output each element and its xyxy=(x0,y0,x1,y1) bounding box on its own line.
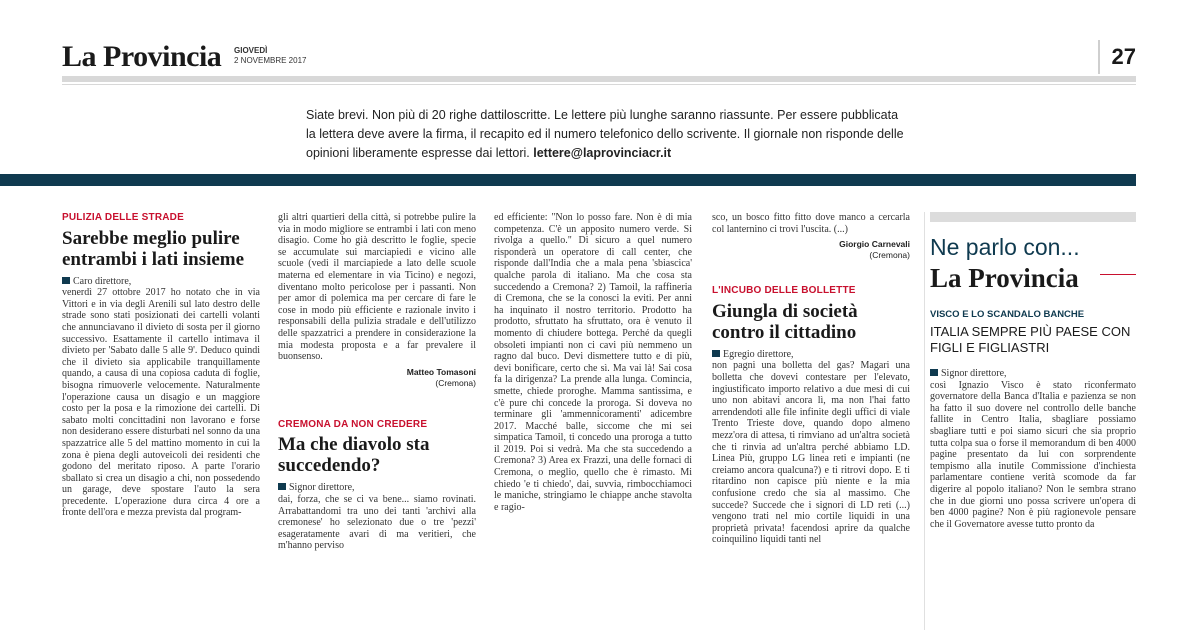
letter-kicker: CREMONA DA NON CREDERE xyxy=(278,418,428,430)
letter-signature xyxy=(278,367,476,389)
issue-full-date: 2 NOVEMBRE 2017 xyxy=(234,56,307,65)
sidebar-body xyxy=(930,368,1136,530)
newspaper-logo: La Provincia xyxy=(62,40,222,73)
notice-text: Siate brevi. Non più di 20 righe dattiloscritte. Le lettere più lunghe saranno riassunte. Per essere pubblicata la lettera deve avere la firma, il recapito ed il numero telefonico dello scrivente. Il giornale non risponde delle opinioni liberamente espresse dai lettori. xyxy=(306,108,904,160)
letter-kicker: PULIZIA DELLE STRADE xyxy=(62,212,184,223)
letter-headline: Giungla di società contro il cittadino xyxy=(712,300,858,343)
bullet-square-icon xyxy=(278,483,286,490)
issue-date xyxy=(234,46,306,66)
letter-text: non pagni una bolletta del gas? Magari una bolletta che dovevi contestare per l'elevato, ingiustificato importo relativo a due mesi di cui uno non abitavi ancora lì, ma non l'hai fatto arrendendoti alle file infinite degli uffici di viale Trento Trieste dove, quando dopo almeno mezz'ora di attesa, ti rimviano ad un'altra società che ti rinvia ad un'altra perché abbiamo LD. Linea Più, gruppo LG linea reti e impianti (ne creiamo ancora qualcuna?) e ti ritrovi dopo. E ti ritardino non capisce più niente e la mia confusione credo che sia al massimo. Che succede? Succede che i signori di LD reti (...) vengono trati nel mio cortile liquidi in una proprietà privata! facendosi aprire da qualche coinquilino liquidi tanti nel xyxy=(712,360,910,546)
letter-text: sco, un bosco fitto fitto dove manco a cercarla col lanternino ci trovi l'uscita. (...) xyxy=(712,212,910,235)
signature-name: Giorgio Carnevali xyxy=(839,239,910,250)
letter-body xyxy=(712,349,910,546)
letter-salutation: Caro direttore, xyxy=(73,275,132,287)
signature-place: (Cremona) xyxy=(435,377,476,388)
sidebar-title: Ne parlo con... xyxy=(930,234,1080,260)
letter-signature xyxy=(712,239,910,261)
bullet-square-icon xyxy=(712,350,720,357)
bullet-square-icon xyxy=(62,277,70,284)
letter-body-continued xyxy=(712,212,910,235)
letter-body-continued xyxy=(494,212,692,513)
header-rule-thin xyxy=(62,84,1136,85)
letter-text: ed efficiente: "Non lo posso fare. Non è di mia competenza. C'è un apposito numero verde. Si rivolga a quello." Di sicuro a quel numero risponderà un operatore di call center, che risponde dall'India che a mala pena 'sbiascica' qualche parola di italiano. Ma che cosa sta succedendo a Cremona? 2) Tamoil, la raffineria di Cremona, che se la conosci la eviti. Per anni ha inquinato il nostro territorio. Prodotto ha prodotto, sfruttato ha sfruttato, ora è venuto il momento di chiudere bottega. Perché da quegli obsoleti impianti non ci cavi più nemmeno un ragno dal buco. Devi dismettere tutto e di più, devi bonificare, certo che sì. Ma vai là! Sai cosa fa la dirigenza? La prende alla lunga. Comincia, smette, chiede proroghe. Mamma santissima, e c'è pure chi concede la proroga. Si doveva no terminare gli 'ammennicoramenti' adicembre 2017. Macché balle, siccome che mi sei simpatica Tamoil, ti concedo una proroga a tutto il 2019. Poi si vedrà. Ma che sta succedendo a Cremona? 3) Area ex Frazzi, una delle fornaci di Cremona, o meglio, quello che è rimasto. Mi chiedo 'e ti chiedo', dai, suvvia, rimbocchiamoci le maniche, stringiamo le chiappe anche stavolta e ragio- xyxy=(494,212,692,513)
letter-column-1 xyxy=(62,212,260,630)
issue-day: GIOVEDÌ xyxy=(234,46,268,55)
letter-salutation: Egregio direttore, xyxy=(723,348,794,360)
letter-column-4 xyxy=(712,212,910,630)
bullet-square-icon xyxy=(930,369,938,376)
sidebar-headline: ITALIA SEMPRE PIÙ PAESE CON FIGLI E FIGLIASTRI xyxy=(930,324,1131,355)
letter-headline: Sarebbe meglio pulire entrambi i lati insieme xyxy=(62,227,245,270)
letters-notice xyxy=(306,106,906,163)
sidebar-salutation: Signor direttore, xyxy=(941,368,1007,379)
sidebar-divider xyxy=(924,212,925,630)
sidebar-ne-parlo-con xyxy=(930,212,1136,630)
signature-name: Matteo Tomasoni xyxy=(406,366,476,377)
letter-column-3 xyxy=(494,212,692,630)
signature-place: (Cremona) xyxy=(869,250,910,261)
letter-body-continued xyxy=(278,212,476,363)
sidebar-top-bar xyxy=(930,212,1136,222)
letter-text: gli altri quartieri della città, si potrebbe pulire la via in modo migliore se entrambi i lati con meno disagio. Come ho già descritto le foglie, specie se accumulate sui marciapiedi e vicino alle scuole (vedi il marciapiede a lato delle scuole materna ed elementare in via Ticino) e negozi, diventano molto pericolose per i passanti. Non per amor di polemica ma per cercare di fare le cose in modo più efficiente e razionale invito i responsabili della pulizia stradale e dell'utilizzo delle spazzatrici a prendere in considerazione la mia modesta proposta e a far prevalere il buonsenso. xyxy=(278,212,476,363)
letter-text: venerdì 27 ottobre 2017 ho notato che in via Vittori e in via degli Arenili sul lato destro delle strade sono stati posizionati dei cartelli volanti che annunciavano il divieto di sosta per il giorno successivo. Esattamente il cartello intimava il divieto per 'Sabato dalle 5 alle 9'. Deduco quindi che il divieto sia applicabile tranquillamente quando, a causa di una copiosa caduta di foglie, bisogna rimuoverle velocemente. Naturalmente l'operazione causa un disagio e un maggiore costo per la posa e la rimozione dei cartelli. Di sabato molti concittadini non lavorano e forse non desiderano essere disturbati nel sonno da una spazzatrice alle 5 del mattino momento in cui la zona è piena degli autoveicoli dei residenti che godono del meritato riposo. A parte l'orario sballato si crea un disagio a chi, non possedendo un garage, deve spostare l'auto la sera precedente. L'operazione dura circa 4 ore a fronte dell'ora e mezza prevista dal program- xyxy=(62,287,260,519)
masthead xyxy=(62,40,307,74)
letter-column-2 xyxy=(278,212,476,630)
letter-text: dai, forza, che se ci va bene... siamo rovinati. Arrabattandomi tra uno dei tanti 'archivi alla cremonese' ho selezionato due o tre 'pezzi' esageratamente avari di ma veritieri, che m'hanno perviso xyxy=(278,493,476,552)
sidebar-kicker: VISCO E LO SCANDALO BANCHE xyxy=(930,309,1085,320)
header-rule xyxy=(62,76,1136,82)
notice-email[interactable]: lettere@laprovinciacr.it xyxy=(533,146,672,160)
sidebar-logo: La Provincia xyxy=(930,263,1079,293)
letter-salutation: Signor direttore, xyxy=(289,482,355,494)
page-number-divider xyxy=(1098,40,1100,74)
sidebar-text: così Ignazio Visco è stato riconfermato governatore della Banca d'Italia e pazienza se non ha fatto il suo dovere nel controllo delle banche fallite in Centro Italia, sbagliare possiamo sbagliare tutti e poi siamo sicuri che sia proprio tutta colpa sua o forse il memorandum di ben 4000 pagine presentato da lui con sorprendente tempismo alla inutile Commissione d'inchiesta parlamentare contiene verità scomode da far digerire al popolo italiano? Non le sembra strano che in due giorni uno possa scrivere un'opera di ben 4000 pagine? Non è più ragionevole pensare che il Governatore avesse tutto pronto da xyxy=(930,379,1136,530)
letter-kicker: L'INCUBO DELLE BOLLETTE xyxy=(712,285,856,297)
section-band xyxy=(0,174,1136,186)
letter-headline: Ma che diavolo sta succedendo? xyxy=(278,434,430,477)
letter-body xyxy=(62,276,260,519)
page-number: 27 xyxy=(1111,44,1136,69)
letter-body xyxy=(278,482,476,552)
sidebar-accent-rule xyxy=(1100,274,1136,275)
